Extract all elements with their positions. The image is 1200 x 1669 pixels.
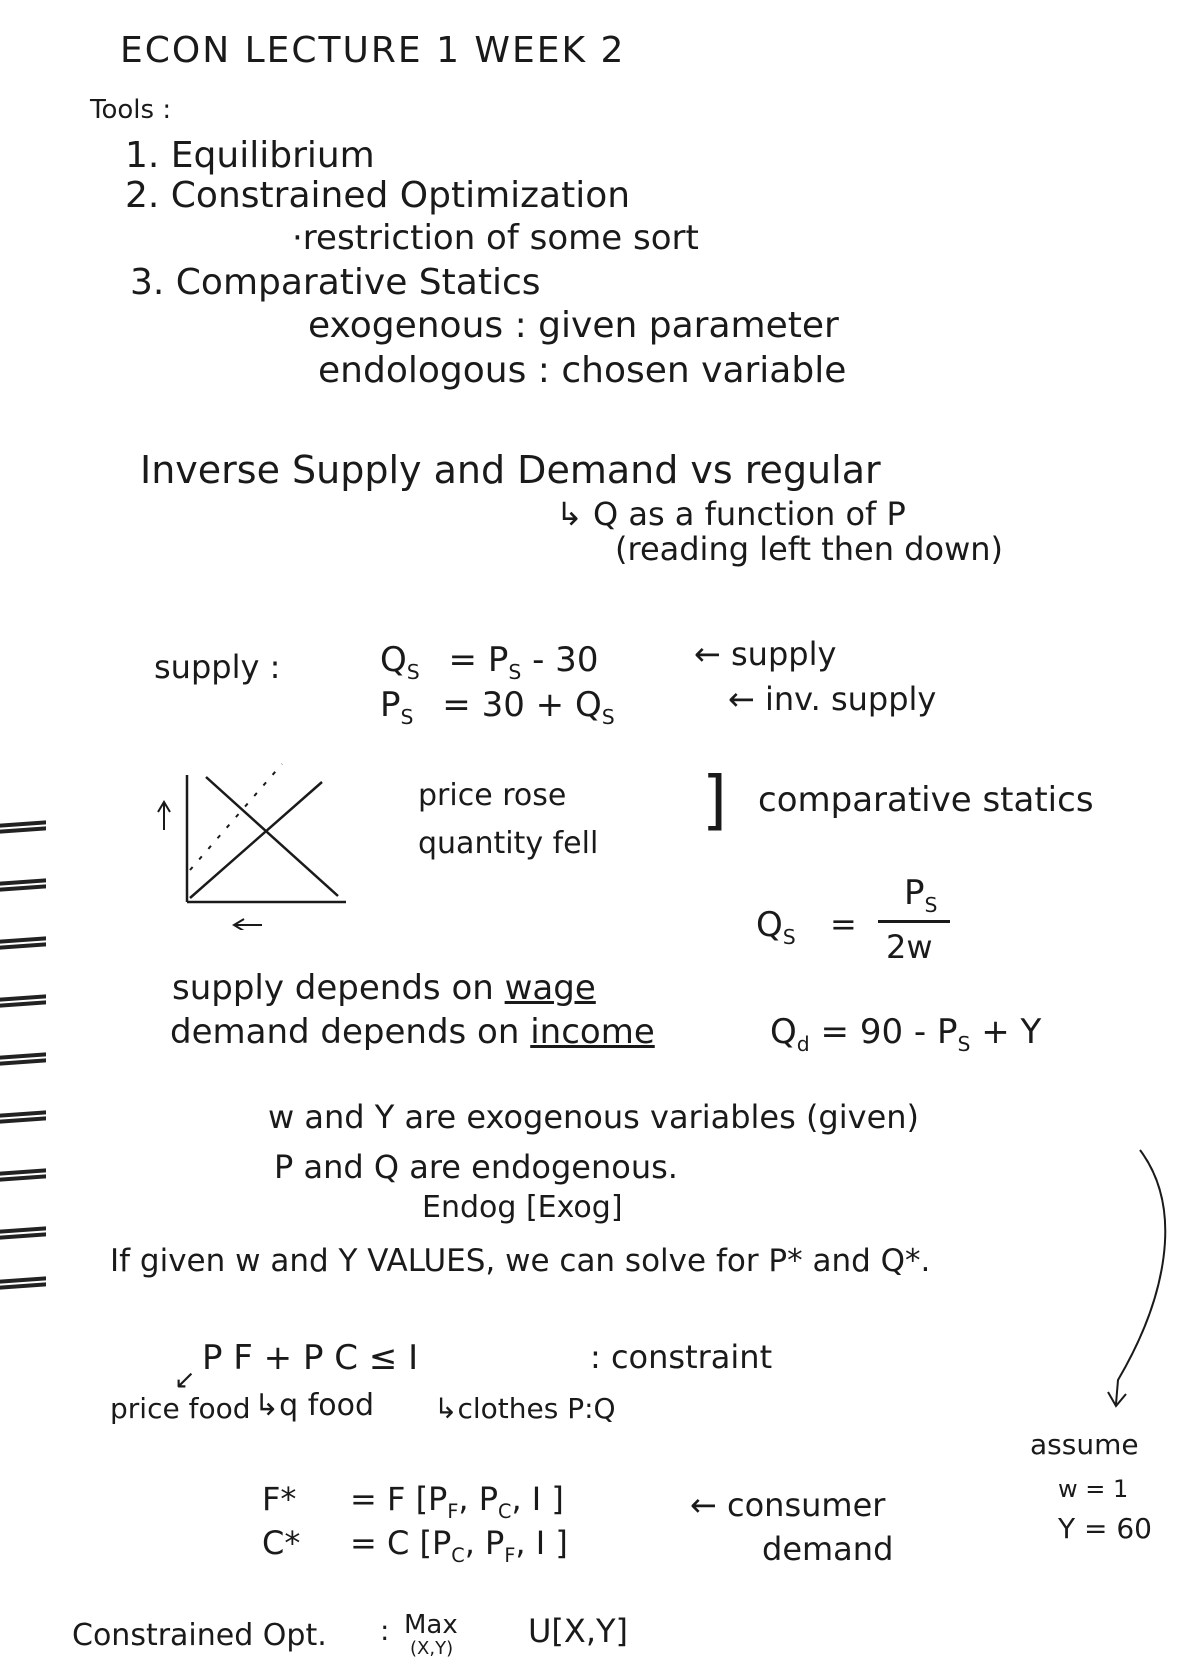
f-star-lhs: F* (262, 1480, 297, 1518)
constraint-arrow: ↙ (174, 1365, 196, 1395)
demand-lhs-sub: d (796, 1032, 810, 1056)
fraction-denominator: 2w (886, 928, 933, 966)
inverse-note-1: ↳ Q as a function of P (556, 495, 906, 533)
tool-item-restriction-note: ·restriction of some sort (292, 218, 699, 258)
eq2-lhs-sub: S (400, 705, 414, 729)
opt-max-sub: (X,Y) (410, 1638, 454, 1659)
exogenous-definition: exogenous : given parameter (308, 305, 839, 346)
sketch-shifted-supply (190, 764, 282, 870)
solve-note: If given w and Y VALUES, we can solve for P* and Q*. (110, 1243, 931, 1279)
demand-equation (770, 1012, 1042, 1056)
fraction-lhs-q: Q (756, 905, 783, 945)
inverse-supply-note: ← inv. supply (728, 680, 937, 718)
demand-rhs-sub: S (957, 1032, 971, 1056)
eq2-lhs: P (380, 685, 401, 725)
eq1-lhs: Q (380, 640, 407, 680)
fraction-num-sub: S (924, 893, 938, 917)
c-rhs-mid: , P (464, 1524, 505, 1562)
exogenous-vars: w and Y are exogenous variables (given) (268, 1098, 920, 1136)
c-rhs-start: = C [P (350, 1524, 452, 1562)
opt-colon: : (380, 1614, 390, 1647)
supply-equation (380, 640, 599, 684)
c-rhs-sub1: C (451, 1544, 465, 1567)
f-star-rhs (350, 1480, 564, 1523)
supply-demand-sketch (150, 760, 350, 930)
demand-rhs-tail: + Y (970, 1012, 1042, 1052)
inverse-heading: Inverse Supply and Demand vs regular (140, 448, 881, 492)
eq2-rhs-sub: S (601, 705, 615, 729)
income-word: income (530, 1012, 655, 1052)
supply-label: supply : (154, 648, 281, 686)
tool-item-comparative-statics: 3. Comparative Statics (130, 262, 541, 303)
c-rhs-tail: , I ] (515, 1524, 568, 1562)
c-rhs-sub2: F (504, 1544, 516, 1567)
inverse-supply-equation (380, 685, 615, 729)
assume-label: assume (1030, 1428, 1139, 1461)
quantity-fell: quantity fell (418, 826, 599, 861)
assume-w: w = 1 (1058, 1475, 1129, 1503)
clothes-note: ↳clothes P:Q (434, 1392, 616, 1425)
constraint-ineq-text: P F + P C ≤ I (202, 1338, 419, 1378)
consumer-note: ← consumer (690, 1486, 886, 1524)
demand-rhs: = 90 - P (820, 1012, 958, 1052)
page-title: ECON LECTURE 1 WEEK 2 (120, 30, 626, 71)
sketch-demand-line (206, 777, 338, 896)
supply-depends (172, 968, 596, 1008)
demand-depends (170, 1012, 655, 1052)
constrained-opt-label: Constrained Opt. (72, 1618, 327, 1653)
tools-heading: Tools : (90, 95, 172, 125)
quantity-food-note: ↳q food (254, 1388, 375, 1423)
endogenous-definition: endologous : chosen variable (318, 350, 847, 391)
demand-depends-text: demand depends on (170, 1012, 531, 1052)
eq1-lhs-sub: S (406, 660, 420, 684)
constraint-label: : constraint (590, 1338, 773, 1376)
fraction-num-p: P (904, 873, 925, 913)
c-star-rhs (350, 1524, 568, 1567)
f-rhs-sub1: F (447, 1500, 459, 1523)
utility-function: U[X,Y] (528, 1612, 629, 1650)
tool-item-equilibrium: 1. Equilibrium (125, 135, 375, 176)
price-rose: price rose (418, 778, 567, 813)
eq2-rhs: = 30 + Q (442, 685, 602, 725)
comparative-statics-label: comparative statics (758, 780, 1094, 820)
c-star-lhs: C* (262, 1524, 301, 1562)
eq1-rhs: = P (448, 640, 509, 680)
supply-depends-text: supply depends on (172, 968, 505, 1008)
endogenous-vars: P and Q are endogenous. (274, 1148, 678, 1186)
statics-bracket: ] (702, 764, 727, 838)
f-rhs-mid: , P (458, 1480, 499, 1518)
fraction-numerator (904, 873, 938, 917)
fraction-bar (878, 920, 950, 923)
f-rhs-start: = F [P (350, 1480, 448, 1518)
tool-item-constrained-optimization: 2. Constrained Optimization (125, 175, 631, 216)
sketch-supply-line (190, 782, 322, 898)
assume-y: Y = 60 (1058, 1512, 1152, 1545)
f-rhs-sub2: C (498, 1500, 512, 1523)
fraction-lhs (756, 905, 796, 949)
f-rhs-tail: , I ] (511, 1480, 564, 1518)
endog-exog-notation: Endog [Exog] (422, 1190, 623, 1225)
demand-note: demand (762, 1530, 894, 1568)
demand-lhs: Q (770, 1012, 797, 1052)
fraction-lhs-sub: S (782, 925, 796, 949)
supply-note: ← supply (694, 635, 837, 673)
fraction-equals: = (830, 905, 857, 943)
price-food-note: price food (110, 1392, 251, 1425)
eq1-rhs-sub: S (508, 660, 522, 684)
constraint-inequality (202, 1338, 418, 1378)
inverse-note-2: (reading left then down) (615, 530, 1003, 568)
eq1-rhs-tail: - 30 (521, 640, 599, 680)
curved-arrow (1080, 1140, 1170, 1430)
wage-word: wage (504, 968, 596, 1008)
opt-max: Max (404, 1610, 458, 1640)
